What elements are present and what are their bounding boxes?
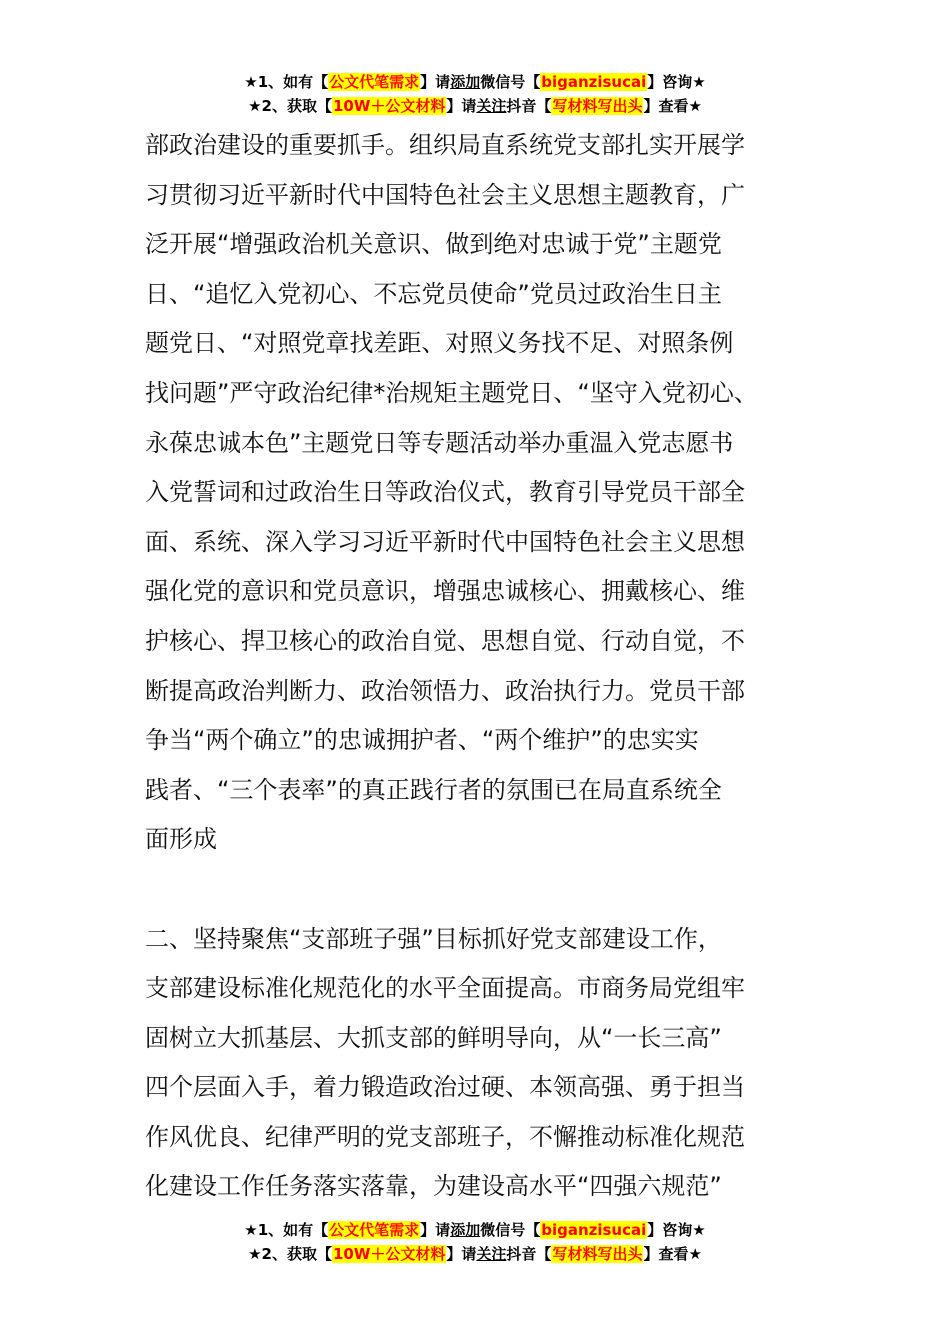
text-line: 作风优良、纪律严明的党支部班子，不懈推动标准化规范 [145, 1122, 745, 1151]
text-line: 日、“追忆入党初心、不忘党员使命”党员过政治生日主 [145, 279, 722, 308]
paragraph-gap [145, 865, 845, 915]
banner-text: 】请 [446, 1245, 477, 1263]
top-banner [0, 70, 950, 118]
text-line: 支部建设标准化规范化的水平全面提高。市商务局党组牢 [145, 974, 745, 1003]
banner-douyin-name: 写材料写出头 [552, 97, 643, 115]
text-line: 固树立大抓基层、大抓支部的鲜明导向，从“一长三高” [145, 1023, 722, 1052]
text-line: 入党誓词和过政治生日等政治仪式，教育引导党员干部全 [145, 478, 745, 507]
text-line: 争当“两个确立”的忠诚拥护者、“两个维护”的忠实实 [145, 726, 699, 755]
text-line: 泛开展“增强政治机关意识、做到绝对忠诚于党”主题党 [145, 230, 722, 259]
banner-line-2 [0, 94, 950, 118]
banner-wechat-id: biganzisucai [541, 1221, 647, 1239]
banner-text: 微信号【 [480, 1221, 541, 1239]
banner-line-2 [0, 1242, 950, 1266]
text-line: 护核心、捍卫核心的政治自觉、思想自觉、行动自觉，不 [145, 626, 745, 655]
banner-underline: 关注 [476, 1245, 507, 1263]
banner-underline: 添加 [450, 73, 481, 91]
banner-text: 】咨询★ [647, 1221, 706, 1239]
banner-text: 】请 [446, 97, 477, 115]
banner-highlight: 公文代笔需求 [329, 73, 420, 91]
banner-text: 微信号【 [480, 73, 541, 91]
banner-text: ★2、获取【 [248, 1245, 332, 1263]
banner-text: 抖音【 [506, 1245, 552, 1263]
banner-highlight: 10W＋公文材料 [332, 97, 446, 115]
banner-line-1 [0, 70, 950, 94]
bottom-banner [0, 1218, 950, 1266]
text-line: 践者、“三个表率”的真正践行者的氛围已在局直系统全 [145, 775, 722, 804]
banner-text: 】查看★ [643, 1245, 702, 1263]
section-heading-line: 二、坚持聚焦“支部班子强”目标抓好党支部建设工作， [145, 924, 722, 953]
banner-text: 抖音【 [506, 97, 552, 115]
banner-text: ★1、如有【 [244, 1221, 329, 1239]
banner-line-1 [0, 1218, 950, 1242]
banner-text: 】查看★ [643, 97, 702, 115]
banner-text: ★2、获取【 [248, 97, 332, 115]
text-line: 化建设工作任务落实落靠，为建设高水平“四强六规范” [145, 1172, 722, 1201]
banner-highlight: 公文代笔需求 [329, 1221, 420, 1239]
banner-text: ★1、如有【 [244, 73, 329, 91]
banner-text: 】请 [420, 73, 451, 91]
paragraph-2 [145, 915, 845, 1213]
banner-underline: 添加 [450, 1221, 481, 1239]
banner-underline: 关注 [476, 97, 507, 115]
banner-wechat-id: biganzisucai [541, 73, 647, 91]
text-line: 题党日、“对照党章找差距、对照义务找不足、对照条例 [145, 329, 734, 358]
text-line: 面、系统、深入学习习近平新时代中国特色社会主义思想 [145, 527, 745, 556]
document-body [145, 121, 845, 1212]
banner-text: 】请 [420, 1221, 451, 1239]
banner-text: 】咨询★ [647, 73, 706, 91]
paragraph-1 [145, 121, 845, 865]
text-line: 面形成 [145, 825, 217, 854]
text-line: 四个层面入手，着力锻造政治过硬、本领高强、勇于担当 [145, 1073, 745, 1102]
text-line: 断提高政治判断力、政治领悟力、政治执行力。党员干部 [145, 676, 745, 705]
banner-douyin-name: 写材料写出头 [552, 1245, 643, 1263]
text-line: 部政治建设的重要抓手。组织局直系统党支部扎实开展学 [145, 131, 745, 159]
text-line: 习贯彻习近平新时代中国特色社会主义思想主题教育，广 [145, 180, 745, 209]
text-line: 找问题”严守政治纪律*治规矩主题党日、“坚守入党初心、 [145, 378, 758, 407]
text-line: 强化党的意识和党员意识，增强忠诚核心、拥戴核心、维 [145, 577, 745, 606]
banner-highlight: 10W＋公文材料 [332, 1245, 446, 1263]
text-line: 永葆忠诚本色”主题党日等专题活动举办重温入党志愿书 [145, 428, 734, 457]
